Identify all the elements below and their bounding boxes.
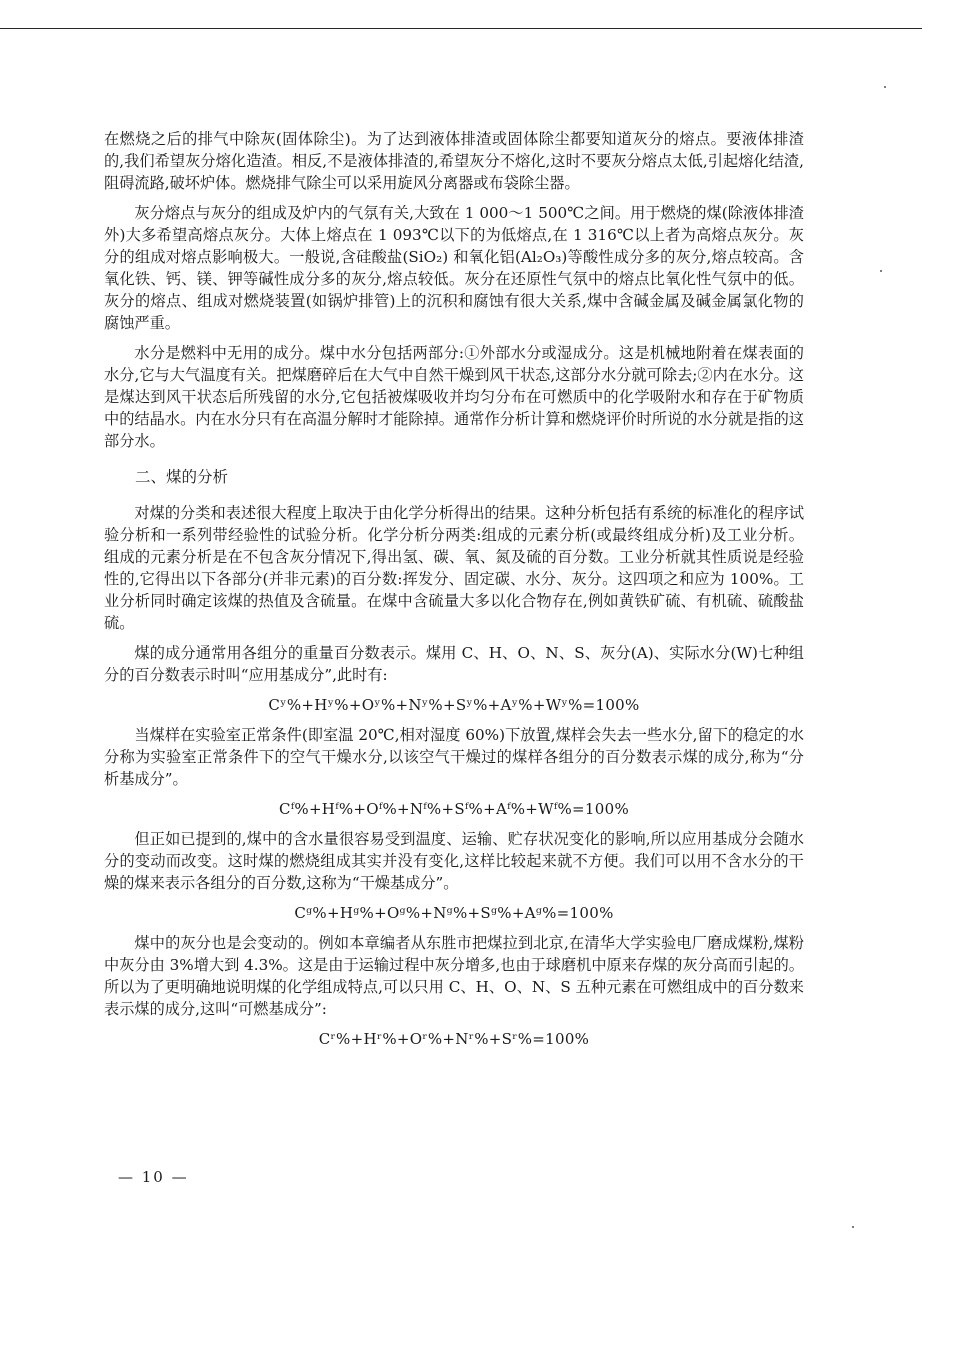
top-rule	[0, 28, 922, 29]
scan-speck	[880, 270, 882, 272]
paragraph-ash-removal: 在燃烧之后的排气中除灰(固体除尘)。为了达到液体排渣或固体除尘都要知道灰分的熔点。要液体排渣的,我们希望灰分熔化造渣。相反,不是液体排渣的,希望灰分不熔化,这时不要灰分熔点太低,引起熔化结渣,阻碍流路,破坏炉体。燃烧排气除尘可以采用旋风分离器或布袋除尘器。	[104, 130, 804, 192]
paragraph-combustible-basis: 煤中的灰分也是会变动的。例如本章编者从东胜市把煤拉到北京,在清华大学实验电厂磨成煤粉,煤粉中灰分由 3%增大到 4.3%。这是由于运输过程中灰分增多,也由于球磨机中原来存煤的灰分高而引起的。所以为了更明确地说明煤的化学组成特点,可以只用 C、H、O、N、S 五种元素在可燃组成中的百分数来表示煤的成分,这叫“可燃基成分”:	[104, 934, 804, 1018]
paragraph-coal-analysis: 对煤的分类和表述很大程度上取决于由化学分析得出的结果。这种分析包括有系统的标准化的程序试验分析和一系列带经验性的试验分析。化学分析分两类:组成的元素分析(或最终组成分析)及工业分析。组成的元素分析是在不包含灰分情况下,得出氢、碳、氧、氮及硫的百分数。工业分析就其性质说是经验性的,它得出以下各部分(并非元素)的百分数:挥发分、固定碳、水分、灰分。这四项之和应为 100%。工业分析同时确定该煤的热值及含硫量。在煤中含硫量大多以化合物存在,例如黄铁矿硫、有机硫、硫酸盐硫。	[104, 504, 804, 632]
paragraph-dry-basis: 但正如已提到的,煤中的含水量很容易受到温度、运输、贮存状况变化的影响,所以应用基成分会随水分的变动而改变。这时煤的燃烧组成其实并没有变化,这样比较起来就不方便。我们可以用不含水分的干燥的煤来表示各组分的百分数,这称为“干燥基成分”。	[104, 830, 804, 892]
scan-speck	[884, 86, 886, 88]
equation-as-received: Cʸ%+Hʸ%+Oʸ%+Nʸ%+Sʸ%+Aʸ%+Wʸ%=100%	[268, 696, 640, 714]
equation-analysis-basis: Cᶠ%+Hᶠ%+Oᶠ%+Nᶠ%+Sᶠ%+Aᶠ%+Wᶠ%=100%	[278, 800, 629, 818]
equation-dry-basis: Cᵍ%+Hᵍ%+Oᵍ%+Nᵍ%+Sᵍ%+Aᵍ%=100%	[294, 904, 614, 922]
section-heading: 二、煤的分析	[135, 468, 229, 486]
page-number: — 10 —	[118, 1168, 189, 1186]
paragraph-analysis-basis: 当煤样在实验室正常条件(即室温 20℃,相对湿度 60%)下放置,煤样会失去一些水分,留下的稳定的水分称为实验室正常条件下的空气干燥水分,以该空气干燥过的煤样各组分的百分数表示煤的成分,称为“分析基成分”。	[104, 726, 804, 788]
scan-speck	[852, 1226, 854, 1228]
paragraph-ash-melting-point: 灰分熔点与灰分的组成及炉内的气氛有关,大致在 1 000～1 500℃之间。用于燃烧的煤(除液体排渣外)大多希望高熔点灰分。大体上熔点在 1 093℃以下的为低熔点,在 1 316℃以上者为高熔点灰分。灰分的组成对熔点影响极大。一般说,含硅酸盐(SiO₂) 和氧化铝(Al₂O₃)等酸性成分多的灰分,熔点较高。含氧化铁、钙、镁、钾等碱性成分多的灰分,熔点较低。灰分在还原性气氛中的熔点比氧化性气氛中的低。灰分的熔点、组成对燃烧装置(如锅炉排管)上的沉积和腐蚀有很大关系,煤中含碱金属及碱金属氯化物的腐蚀严重。	[104, 204, 804, 332]
equation-combustible-basis: Cʳ%+Hʳ%+Oʳ%+Nʳ%+Sʳ%=100%	[318, 1030, 590, 1048]
paragraph-moisture: 水分是燃料中无用的成分。煤中水分包括两部分:①外部水分或湿成分。这是机械地附着在煤表面的水分,它与大气温度有关。把煤磨碎后在大气中自然干燥到风干状态,这部分水分就可除去;②内在水分。这是煤达到风干状态后所残留的水分,它包括被煤吸收并均匀分布在可燃质中的化学吸附水和存在于矿物质中的结晶水。内在水分只有在高温分解时才能除掉。通常作分析计算和燃烧评价时所说的水分就是指的这部分水。	[104, 344, 804, 450]
paragraph-as-received-basis: 煤的成分通常用各组分的重量百分数表示。煤用 C、H、O、N、S、灰分(A)、实际水分(W)七种组分的百分数表示时叫“应用基成分”,此时有:	[104, 644, 804, 684]
page-body	[104, 128, 804, 1058]
